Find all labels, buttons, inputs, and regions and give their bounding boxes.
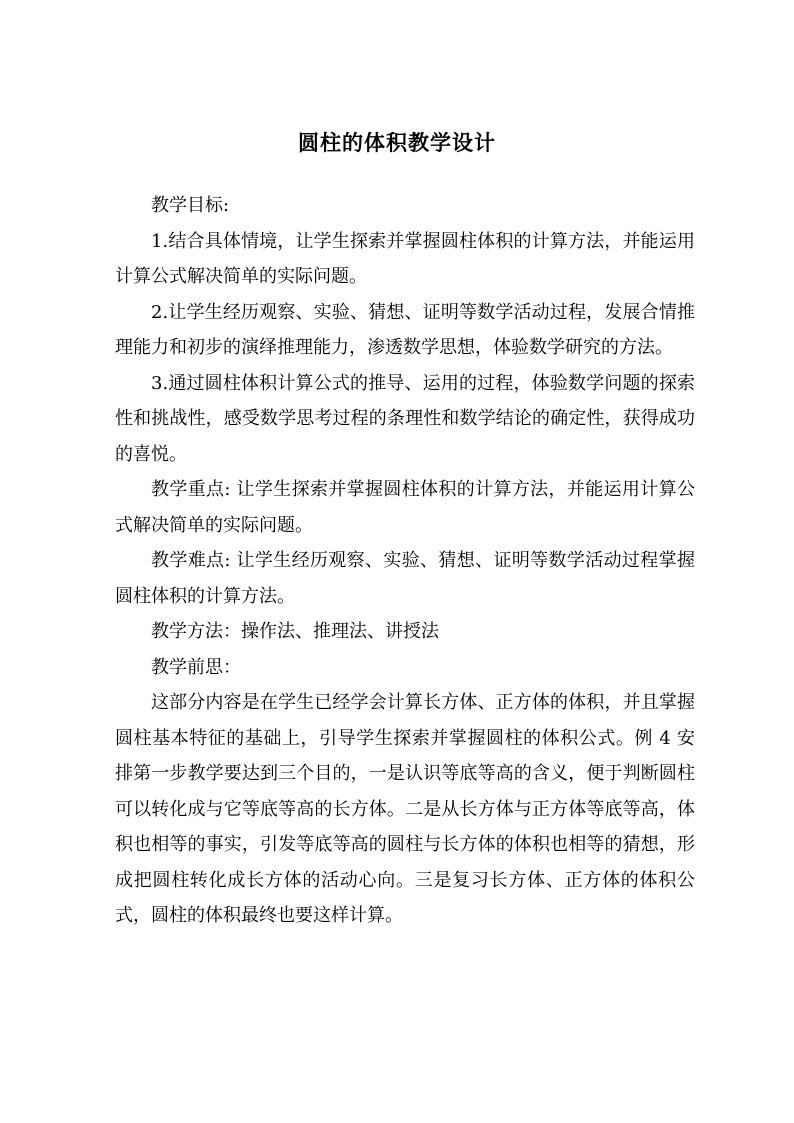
teaching-key-point: 教学重点: 让学生探索并掌握圆柱体积的计算方法，并能运用计算公式解决简单的实际问题。 bbox=[115, 479, 695, 536]
teaching-methods: 教学方法：操作法、推理法、讲授法 bbox=[151, 621, 439, 642]
document-body bbox=[115, 188, 695, 934]
objective-2: 2.让学生经历观察、实验、猜想、证明等数学活动过程，发展合情推理能力和初步的演绎推理能力，渗透数学思想，体验数学研究的方法。 bbox=[115, 301, 695, 358]
pre-reflection-paragraph: 这部分内容是在学生已经学会计算长方体、正方体的体积，并且掌握圆柱基本特征的基础上，引导学生探索并掌握圆柱的体积公式。例 4 安排第一步教学要达到三个目的，一是认识等底等高的含义，便于判断圆柱可以转化成与它等底等高的长方体。二是从长方体与正方体等底等高，体积也相等的事实，引发等底等高的圆柱与长方体的体积也相等的猜想，形成把圆柱转化成长方体的活动心向。三是复习长方体、正方体的体积公式，圆柱的体积最终也要这样计算。 bbox=[115, 692, 695, 926]
objective-1: 1.结合具体情境，让学生探索并掌握圆柱体积的计算方法，并能运用计算公式解决简单的实际问题。 bbox=[115, 230, 695, 287]
teaching-difficulty: 教学难点: 让学生经历观察、实验、猜想、证明等数学活动过程掌握圆柱体积的计算方法。 bbox=[115, 550, 695, 607]
section-heading-pre-reflection: 教学前思： bbox=[151, 656, 241, 678]
document-title: 圆柱的体积教学设计 bbox=[298, 130, 496, 155]
section-heading-objectives: 教学目标: bbox=[151, 195, 230, 216]
objective-3: 3.通过圆柱体积计算公式的推导、运用的过程，体验数学问题的探索性和挑战性，感受数学思考过程的条理性和数学结论的确定性，获得成功的喜悦。 bbox=[115, 372, 695, 465]
